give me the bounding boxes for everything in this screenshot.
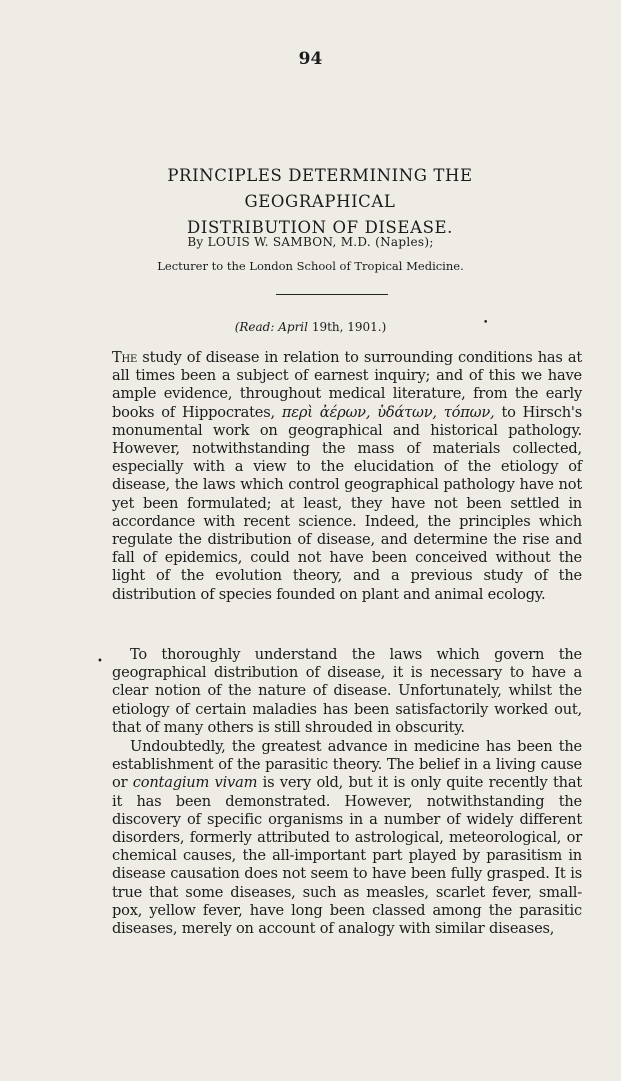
margin-mark: • [97,656,103,667]
title-line-1: PRINCIPLES DETERMINING THE GEOGRAPHICAL [167,166,473,211]
page-number: 94 [298,49,323,69]
read-date [0,320,621,334]
paragraph-3-text-a: Undoubtedly, the greatest advance in medicine has been the establishment of the parasitic theory. The belief in a living cause or [112,738,582,792]
paragraph-3 [112,738,582,938]
greek-title: περὶ ἀέρων, ὑδάτων, τόπων, [281,403,495,421]
paragraph-1 [112,349,582,604]
paragraph-2: To thoroughly understand the laws which govern the geographical distribution of disease, it is necessary to have a clear notion of the nature of disease. Unfortunately, whilst the etiology of certain maladies has been satisfactorily worked out, that of many others is still shrouded in obscurity. [112,646,582,736]
paragraph-3-text-b: is very old, but it is only quite recently that it has been demonstrated. However, notwithstanding the discovery of specific organisms in a number of widely different disorders, formerly attributed to astrological, meteorological, or chemical causes, the all-important part played by parasitism in disease causation does not seem to have been fully grasped. It is true that some diseases, such as measles, scarlet fever, small-pox, yellow fever, have long been classed among the parasitic diseases, merely on account of analogy with similar diseases, [112,774,582,938]
paragraph-1-text-a: study of disease in relation to surrounding conditions has at all times been a subject of earnest inquiry; and of this we have ample evidence, throughout medical literature, from the early books of Hippocrates, [112,349,582,421]
paragraph-lead-word: The [112,349,138,366]
article-title [90,163,550,241]
section-divider [276,294,388,295]
title-line-2: DISTRIBUTION OF DISEASE. [187,218,453,237]
read-prefix: (Read: April [234,320,308,334]
stray-mark: • [483,318,489,328]
paragraph-1-text-b: to Hirsch's monumental work on geographical and historical pathology. However, notwithstanding the mass of materials collected, especially with a view to the elucidation of the etiology of disease, the laws which control geographical pathology have not yet been formulated; at least, they have not been settled in accordance with recent science. Indeed, the principles which regulate the distribution of disease, and determine the rise and fall of epidemics, could not have been conceived without the light of the evolution theory, and a previous study of the distribution of species founded on plant and animal ecology. [112,403,582,603]
read-date-value: 19th, 1901.) [311,320,387,334]
latin-term: contagium vivam [132,774,258,792]
author-line: By LOUIS W. SAMBON, M.D. (Naples); [187,235,434,249]
author-affiliation: Lecturer to the London School of Tropical Medicine. [157,259,464,273]
